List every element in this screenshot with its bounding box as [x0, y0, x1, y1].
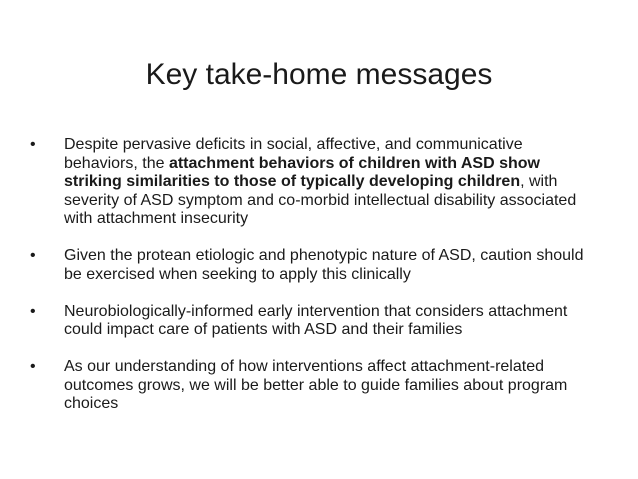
- bullet-text-intro: Despite pervasive deficits in social, affective, and communicative behaviors, the: [64, 136, 523, 172]
- bullet-icon: •: [30, 358, 36, 375]
- bullet-item-early-intervention: [30, 303, 600, 340]
- bullet-icon: •: [30, 247, 36, 264]
- bullet-list: [30, 136, 600, 432]
- bullet-text: Neurobiologically-informed early intervention that considers attachment could impact care of patients with ASD and their families: [64, 302, 568, 338]
- bullet-text-continuation: , with severity of ASD symptom and co-morbid intellectual disability associated with attachment insecurity: [64, 173, 577, 227]
- bullet-text: Given the protean etiologic and phenotypic nature of ASD, caution should be exercised when seeking to apply this clinically: [64, 247, 584, 283]
- bullet-text-emphasis: attachment behaviors of children with ASD show striking similarities to those of typically developing children: [64, 154, 540, 190]
- bullet-icon: •: [30, 136, 36, 153]
- bullet-item-program-choices: [30, 358, 600, 414]
- bullet-text: [64, 136, 576, 227]
- bullet-icon: •: [30, 302, 36, 320]
- bullet-item-caution: [30, 247, 600, 284]
- bullet-text: As our understanding of how interventions affect attachment-related outcomes grows, we will be better able to guide families about program choices: [64, 358, 568, 412]
- slide-title: Key take-home messages: [145, 58, 493, 91]
- bullet-item-attachment-similarities: [30, 136, 600, 229]
